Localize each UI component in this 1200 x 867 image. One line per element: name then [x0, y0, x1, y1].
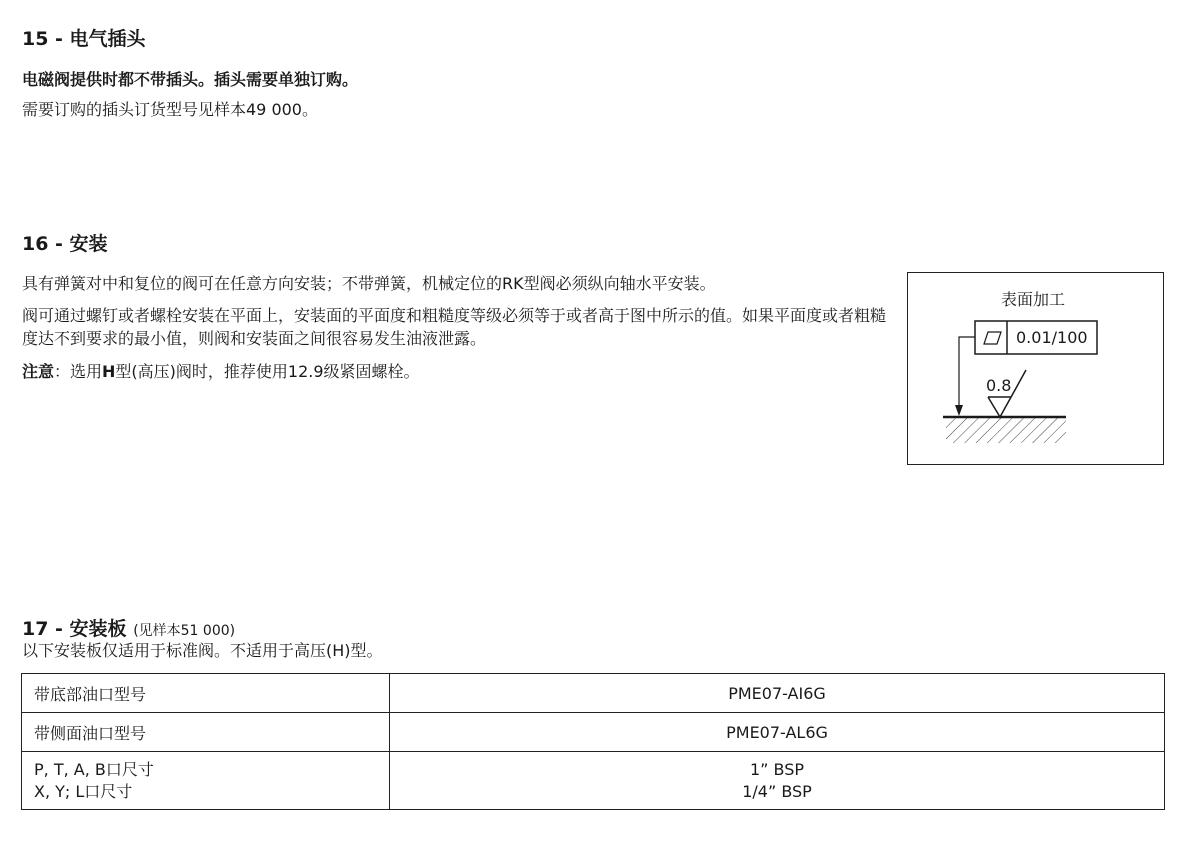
section-16-note	[22, 360, 420, 383]
table-cell-value	[390, 752, 1165, 810]
section-16-paragraph-1: 具有弹簧对中和复位的阀可在任意方向安装；不带弹簧，机械定位的RK型阀必须纵向轴水平安装。	[22, 274, 716, 293]
section-16-paragraph-2: 阀可通过螺钉或者螺栓安装在平面上，安装面的平面度和粗糙度等级必须等于或者高于图中所示的值。如果平面度或者粗糙度达不到要求的最小值，则阀和安装面之间很容易发生油液泄露。	[22, 306, 887, 348]
port-size-label-2: X, Y; L口尺寸	[34, 781, 133, 801]
port-size-value-2: 1/4” BSP	[742, 781, 812, 801]
section-15-bold-text: 电磁阀提供时都不带插头。插头需要单独订购。	[22, 70, 359, 89]
section-17-text: 以下安装板仅适用于标准阀。不适用于高压(H)型。	[22, 641, 383, 660]
section-15-text: 需要订购的插头订货型号见样本49 000。	[22, 100, 318, 119]
flatness-icon	[984, 332, 1001, 344]
port-size-label-1: P, T, A, B口尺寸	[34, 759, 154, 779]
table-row	[22, 713, 1165, 752]
section-15-title: 15 - 电气插头	[22, 28, 146, 50]
port-size-value-1: 1” BSP	[749, 759, 805, 779]
leader-line	[959, 337, 975, 413]
table-row	[22, 752, 1165, 810]
table-cell-value: PME07-AL6G	[390, 713, 1165, 752]
subplate-table	[21, 673, 1165, 810]
table-cell-value: PME07-AI6G	[390, 674, 1165, 713]
table-cell-label	[22, 752, 390, 810]
note-rest: 型(高压)阀时，推荐使用12.9级紧固螺栓。	[115, 362, 420, 381]
table-row	[22, 674, 1165, 713]
flatness-value: 0.01/100	[1016, 328, 1088, 347]
roughness-value: 0.8	[986, 376, 1012, 395]
section-17-subtitle: (见样本51 000)	[133, 623, 236, 639]
section-16-title: 16 - 安装	[22, 233, 108, 255]
note-h: H	[102, 362, 116, 381]
section-17-heading: 17 - 安装板	[22, 618, 127, 640]
surface-hatch	[946, 417, 1066, 443]
table-cell-label: 带侧面油口型号	[22, 713, 390, 752]
surface-finish-figure	[907, 272, 1164, 465]
leader-arrow-icon	[955, 405, 963, 416]
note-colon: ：选用	[54, 362, 103, 381]
figure-title: 表面加工	[1001, 290, 1066, 309]
surface-finish-drawing	[908, 273, 1165, 466]
note-label: 注意	[22, 362, 55, 381]
section-17-title	[22, 614, 235, 641]
table-cell-label: 带底部油口型号	[22, 674, 390, 713]
